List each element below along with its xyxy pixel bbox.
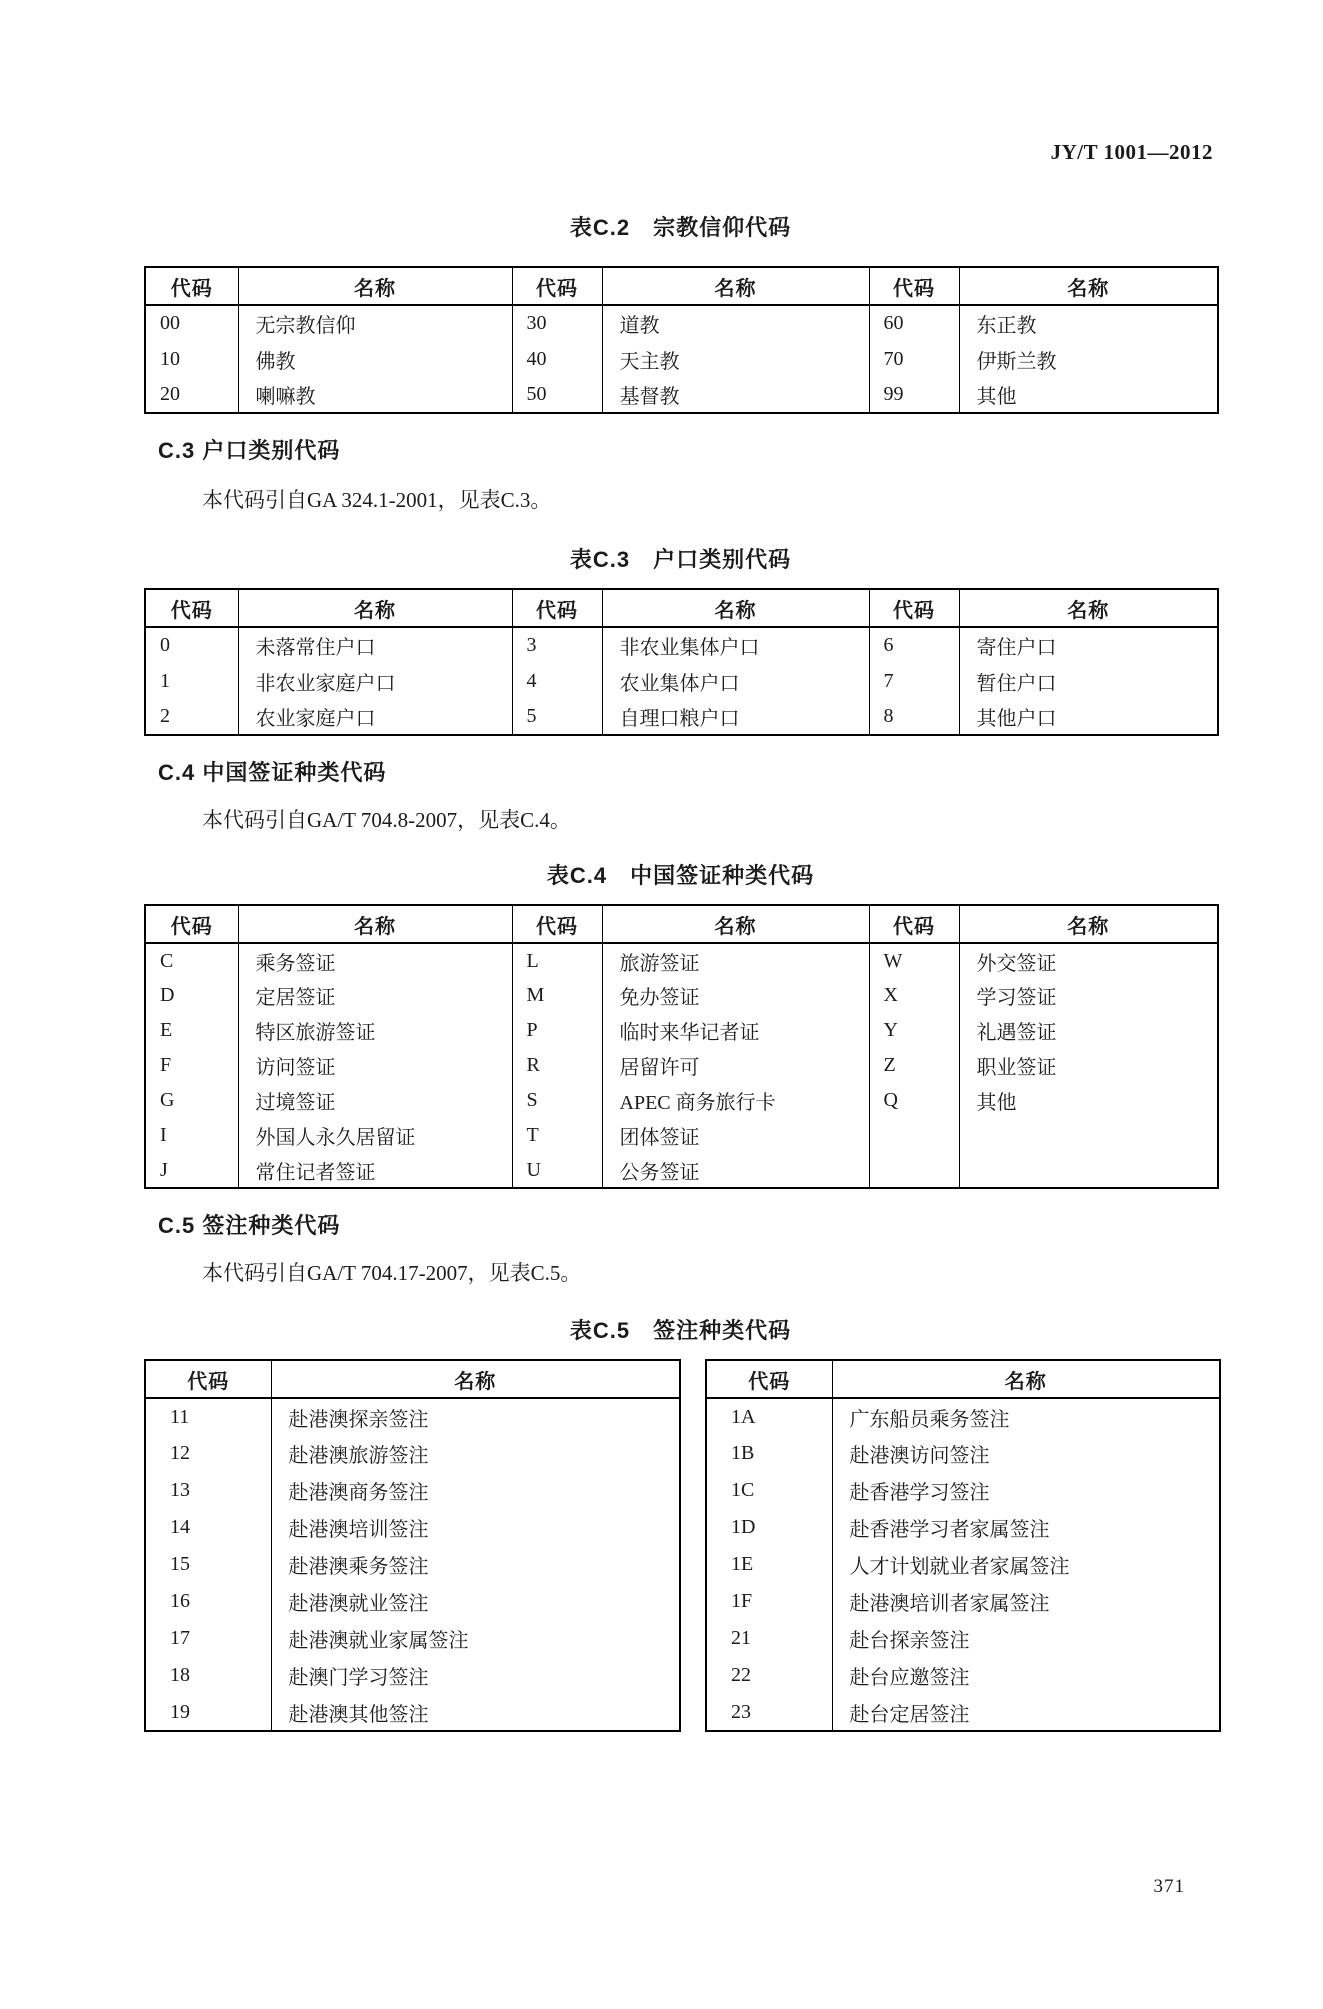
name-cell: 居留许可: [602, 1048, 869, 1083]
name-cell: 赴港澳培训签注: [271, 1509, 680, 1546]
table-row: [145, 1083, 1218, 1118]
code-cell: 17: [170, 1627, 190, 1649]
section-intro-c4: 本代码引自GA/T 704.8-2007，见表C.4。: [202, 808, 571, 832]
code-cell: R: [512, 1048, 602, 1083]
column-header-code: 代码: [869, 267, 959, 305]
code-cell: 12: [170, 1442, 190, 1464]
page-content: [0, 138, 1323, 1732]
table-header-row: [145, 905, 1218, 943]
code-cell: 60: [869, 305, 959, 341]
name-cell: 赴港澳乘务签注: [271, 1546, 680, 1583]
name-cell: 赴香港学习签注: [832, 1472, 1220, 1509]
code-cell: 11: [170, 1405, 190, 1428]
table-row: [706, 1546, 1220, 1583]
table-row: [706, 1509, 1220, 1546]
column-header-code: 代码: [145, 905, 238, 943]
name-cell: 学习签证: [959, 978, 1218, 1013]
code-cell: 0: [160, 634, 170, 656]
name-cell: 赴台应邀签注: [832, 1657, 1220, 1694]
code-cell: 2: [160, 705, 170, 727]
standard-number-header: JY/T 1001—2012: [1050, 140, 1213, 164]
table-row: [145, 1509, 680, 1546]
column-header-name: 名称: [602, 589, 869, 627]
name-cell: 赴港澳探亲签注: [271, 1398, 680, 1435]
name-cell: 特区旅游签证: [238, 1013, 512, 1048]
code-cell: 3: [512, 627, 602, 663]
code-cell: [869, 1118, 959, 1153]
code-cell: Y: [869, 1013, 959, 1048]
table-row: [145, 1657, 680, 1694]
column-header-code: 代码: [145, 1360, 271, 1398]
name-cell: 佛教: [238, 341, 512, 377]
code-cell: 18: [170, 1664, 190, 1686]
page-number: 371: [1153, 1876, 1185, 1897]
code-cell: 8: [869, 699, 959, 735]
code-cell: Q: [869, 1083, 959, 1118]
code-cell: P: [512, 1013, 602, 1048]
table-row: [706, 1398, 1220, 1435]
code-cell: 15: [170, 1553, 190, 1575]
table-header-row: [145, 267, 1218, 305]
table-row: [145, 1153, 1218, 1188]
table-row: [145, 1048, 1218, 1083]
table-c3-household-codes: [144, 588, 1219, 736]
name-cell: 人才计划就业者家属签注: [832, 1546, 1220, 1583]
section-intro-c3: 本代码引自GA 324.1-2001，见表C.3。: [202, 488, 552, 512]
name-cell: 赴港澳就业签注: [271, 1583, 680, 1620]
code-cell: C: [160, 949, 174, 972]
table-c2-religion-codes: [144, 266, 1219, 414]
name-cell: 临时来华记者证: [602, 1013, 869, 1048]
table-row: [145, 978, 1218, 1013]
name-cell: 天主教: [602, 341, 869, 377]
code-cell: I: [160, 1124, 167, 1146]
section-heading-c3: C.3 户口类别代码: [158, 438, 341, 463]
name-cell: 未落常住户口: [238, 627, 512, 663]
column-header-code: 代码: [512, 267, 602, 305]
table-row: [145, 1398, 680, 1435]
name-cell: 赴港澳就业家属签注: [271, 1620, 680, 1657]
table-row: [145, 1583, 680, 1620]
code-cell: G: [160, 1089, 175, 1111]
name-cell: 赴港澳旅游签注: [271, 1435, 680, 1472]
name-cell: 赴台探亲签注: [832, 1620, 1220, 1657]
code-cell: 6: [869, 627, 959, 663]
code-cell: 1D: [731, 1516, 756, 1538]
name-cell: 农业家庭户口: [238, 699, 512, 735]
table-row: [706, 1583, 1220, 1620]
table-row: [706, 1657, 1220, 1694]
code-cell: 14: [170, 1516, 190, 1538]
code-cell: 30: [512, 305, 602, 341]
table-row: [145, 1118, 1218, 1153]
code-cell: M: [512, 978, 602, 1013]
table-header-row: [706, 1360, 1220, 1398]
column-header-name: 名称: [959, 267, 1218, 305]
column-header-code: 代码: [869, 589, 959, 627]
table-row: [145, 377, 1218, 413]
name-cell: 赴台定居签注: [832, 1694, 1220, 1731]
code-cell: 1B: [731, 1442, 755, 1464]
name-cell: 赴港澳访问签注: [832, 1435, 1220, 1472]
name-cell: [959, 1153, 1218, 1188]
name-cell: 赴港澳其他签注: [271, 1694, 680, 1731]
name-cell: 职业签证: [959, 1048, 1218, 1083]
table-row: [706, 1620, 1220, 1657]
column-header-code: 代码: [706, 1360, 832, 1398]
table-c5-pair: [144, 1359, 1217, 1732]
name-cell: 其他: [959, 377, 1218, 413]
table-row: [145, 1435, 680, 1472]
table-c4-visa-codes: [144, 904, 1219, 1189]
table-c5-endorsement-codes-left: [144, 1359, 681, 1732]
name-cell: 伊斯兰教: [959, 341, 1218, 377]
code-cell: 20: [160, 383, 180, 405]
name-cell: 旅游签证: [602, 943, 869, 978]
table-c2-title: 表C.2 宗教信仰代码: [569, 215, 792, 240]
name-cell: 外交签证: [959, 943, 1218, 978]
name-cell: [959, 1118, 1218, 1153]
name-cell: 赴澳门学习签注: [271, 1657, 680, 1694]
column-header-name: 名称: [602, 905, 869, 943]
code-cell: 4: [512, 663, 602, 699]
name-cell: 赴香港学习者家属签注: [832, 1509, 1220, 1546]
table-row: [145, 305, 1218, 341]
column-header-code: 代码: [145, 267, 238, 305]
code-cell: F: [160, 1054, 172, 1076]
code-cell: T: [512, 1118, 602, 1153]
column-header-code: 代码: [512, 905, 602, 943]
code-cell: W: [869, 943, 959, 978]
name-cell: 基督教: [602, 377, 869, 413]
name-cell: 过境签证: [238, 1083, 512, 1118]
name-cell: 常住记者签证: [238, 1153, 512, 1188]
code-cell: J: [160, 1158, 168, 1181]
name-cell: 寄住户口: [959, 627, 1218, 663]
name-cell: APEC 商务旅行卡: [602, 1083, 869, 1118]
column-header-name: 名称: [959, 905, 1218, 943]
code-cell: 16: [170, 1590, 190, 1612]
code-cell: L: [512, 943, 602, 978]
name-cell: 非农业家庭户口: [238, 663, 512, 699]
table-row: [706, 1694, 1220, 1731]
section-heading-c4: C.4 中国签证种类代码: [158, 760, 387, 785]
code-cell: 00: [160, 312, 180, 334]
table-c4-title: 表C.4 中国签证种类代码: [546, 863, 815, 888]
table-c5-title: 表C.5 签注种类代码: [569, 1318, 792, 1343]
name-cell: 公务签证: [602, 1153, 869, 1188]
table-row: [145, 1013, 1218, 1048]
code-cell: 99: [869, 377, 959, 413]
code-cell: S: [512, 1083, 602, 1118]
table-row: [145, 1546, 680, 1583]
table-row: [145, 1472, 680, 1509]
table-row: [145, 663, 1218, 699]
column-header-name: 名称: [271, 1360, 680, 1398]
code-cell: 1C: [731, 1479, 755, 1501]
table-row: [145, 627, 1218, 663]
table-c5-endorsement-codes-right: [705, 1359, 1221, 1732]
table-row: [145, 943, 1218, 978]
code-cell: 21: [731, 1627, 751, 1649]
name-cell: 礼遇签证: [959, 1013, 1218, 1048]
table-row: [706, 1472, 1220, 1509]
code-cell: 40: [512, 341, 602, 377]
code-cell: 1: [160, 669, 170, 692]
column-header-name: 名称: [832, 1360, 1220, 1398]
section-intro-c5: 本代码引自GA/T 704.17-2007，见表C.5。: [202, 1261, 582, 1285]
name-cell: 其他户口: [959, 699, 1218, 735]
column-header-name: 名称: [238, 267, 512, 305]
column-header-code: 代码: [869, 905, 959, 943]
code-cell: 7: [869, 663, 959, 699]
code-cell: 5: [512, 699, 602, 735]
code-cell: 70: [869, 341, 959, 377]
table-row: [145, 1694, 680, 1731]
code-cell: D: [160, 984, 175, 1006]
name-cell: 其他: [959, 1083, 1218, 1118]
code-cell: E: [160, 1019, 173, 1041]
code-cell: 1F: [731, 1590, 753, 1612]
table-header-row: [145, 1360, 680, 1398]
column-header-name: 名称: [602, 267, 869, 305]
document-page: [0, 138, 1323, 2009]
column-header-code: 代码: [145, 589, 238, 627]
name-cell: 赴港澳培训者家属签注: [832, 1583, 1220, 1620]
table-row: [145, 341, 1218, 377]
name-cell: 喇嘛教: [238, 377, 512, 413]
column-header-name: 名称: [959, 589, 1218, 627]
code-cell: 22: [731, 1664, 751, 1686]
table-row: [145, 699, 1218, 735]
name-cell: 自理口粮户口: [602, 699, 869, 735]
code-cell: 50: [512, 377, 602, 413]
code-cell: [869, 1153, 959, 1188]
name-cell: 道教: [602, 305, 869, 341]
name-cell: 访问签证: [238, 1048, 512, 1083]
code-cell: 19: [170, 1700, 190, 1723]
name-cell: 免办签证: [602, 978, 869, 1013]
code-cell: Z: [869, 1048, 959, 1083]
name-cell: 外国人永久居留证: [238, 1118, 512, 1153]
name-cell: 赴港澳商务签注: [271, 1472, 680, 1509]
name-cell: 农业集体户口: [602, 663, 869, 699]
name-cell: 暂住户口: [959, 663, 1218, 699]
code-cell: 1E: [731, 1553, 754, 1575]
name-cell: 东正教: [959, 305, 1218, 341]
code-cell: 10: [160, 347, 180, 370]
code-cell: U: [512, 1153, 602, 1188]
name-cell: 无宗教信仰: [238, 305, 512, 341]
table-header-row: [145, 589, 1218, 627]
name-cell: 团体签证: [602, 1118, 869, 1153]
table-row: [706, 1435, 1220, 1472]
table-row: [145, 1620, 680, 1657]
code-cell: 23: [731, 1700, 751, 1723]
name-cell: 乘务签证: [238, 943, 512, 978]
code-cell: X: [869, 978, 959, 1013]
column-header-name: 名称: [238, 905, 512, 943]
table-c3-title: 表C.3 户口类别代码: [569, 547, 792, 572]
column-header-name: 名称: [238, 589, 512, 627]
name-cell: 广东船员乘务签注: [832, 1398, 1220, 1435]
column-header-code: 代码: [512, 589, 602, 627]
name-cell: 非农业集体户口: [602, 627, 869, 663]
name-cell: 定居签证: [238, 978, 512, 1013]
code-cell: 1A: [731, 1405, 756, 1428]
section-heading-c5: C.5 签注种类代码: [158, 1213, 341, 1238]
code-cell: 13: [170, 1479, 190, 1501]
